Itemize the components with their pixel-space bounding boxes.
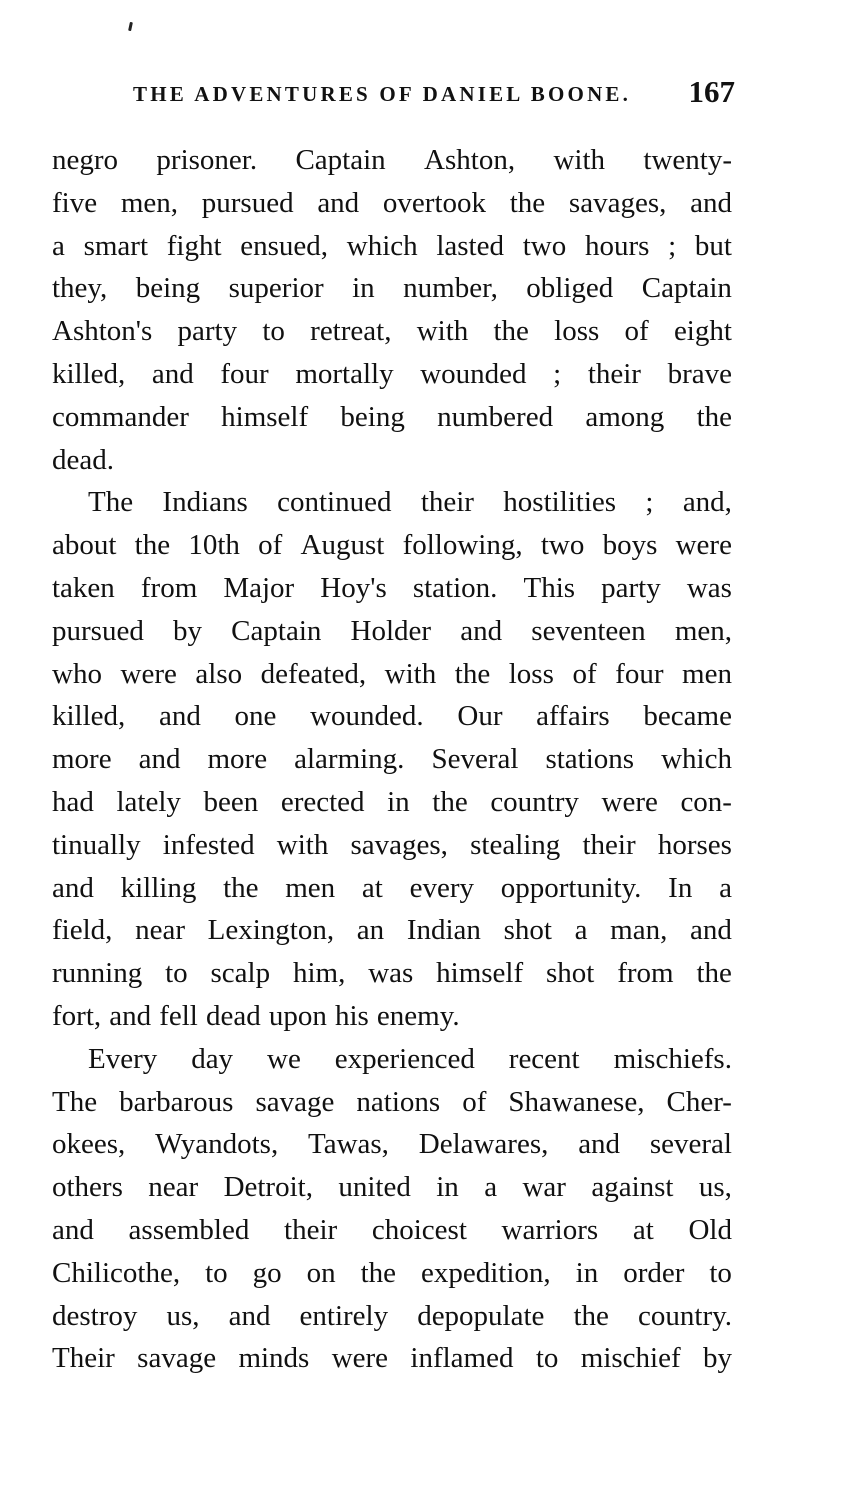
text-line: had lately been erected in the country were con- [52, 785, 732, 818]
text-line: and assembled their choicest warriors at Old [52, 1213, 732, 1246]
text-line: destroy us, and entirely depopulate the country. [52, 1299, 732, 1332]
text-line: killed, and four mortally wounded ; their brave [52, 357, 732, 390]
text-line: others near Detroit, united in a war against us, [52, 1171, 732, 1204]
text-line: negro prisoner. Captain Ashton, with twenty- [52, 144, 732, 176]
ink-speck [128, 22, 133, 31]
text-line: running to scalp him, was himself shot from the [52, 957, 732, 990]
paragraph [52, 139, 732, 481]
text-line: a smart fight ensued, which lasted two hours ; but [52, 229, 732, 262]
text-line: more and more alarming. Several stations which [52, 743, 732, 776]
page-number: 167 [688, 74, 735, 109]
text-line: five men, pursued and overtook the savages, and [52, 186, 732, 219]
text-line: Chilicothe, to go on the expedition, in order to [52, 1256, 732, 1289]
text-line: Every day we experienced recent mischiefs. [88, 1042, 732, 1075]
text-line: okees, Wyandots, Tawas, Delawares, and several [52, 1128, 732, 1161]
text-line: field, near Lexington, an Indian shot a man, and [52, 914, 732, 947]
body-text [52, 139, 732, 1380]
text-line: who were also defeated, with the loss of four men [52, 657, 732, 690]
text-line: tinually infested with savages, stealing their horses [52, 828, 732, 861]
text-line: The Indians continued their hostilities ; and, [88, 486, 732, 519]
running-head [0, 74, 855, 114]
text-line: The barbarous savage nations of Shawanese, Cher- [52, 1085, 732, 1118]
paragraph [52, 1038, 732, 1380]
text-line: Their savage minds were inflamed to mischief by [52, 1342, 732, 1375]
text-line: they, being superior in number, obliged Captain [52, 272, 732, 305]
text-line: pursued by Captain Holder and seventeen men, [52, 614, 732, 647]
text-line: commander himself being numbered among the [52, 400, 732, 433]
text-line: killed, and one wounded. Our affairs became [52, 700, 732, 733]
text-line: taken from Major Hoy's station. This party was [52, 571, 732, 604]
text-line: and killing the men at every opportunity. In a [52, 871, 732, 904]
text-line: dead. [52, 443, 114, 476]
text-line: Ashton's party to retreat, with the loss of eight [52, 315, 732, 348]
paragraph [52, 481, 732, 1037]
text-line: about the 10th of August following, two boys were [52, 529, 732, 562]
paragraph-container [52, 139, 732, 1380]
text-line: fort, and fell dead upon his enemy. [52, 999, 460, 1032]
running-title: THE ADVENTURES OF DANIEL BOONE. [133, 82, 632, 106]
